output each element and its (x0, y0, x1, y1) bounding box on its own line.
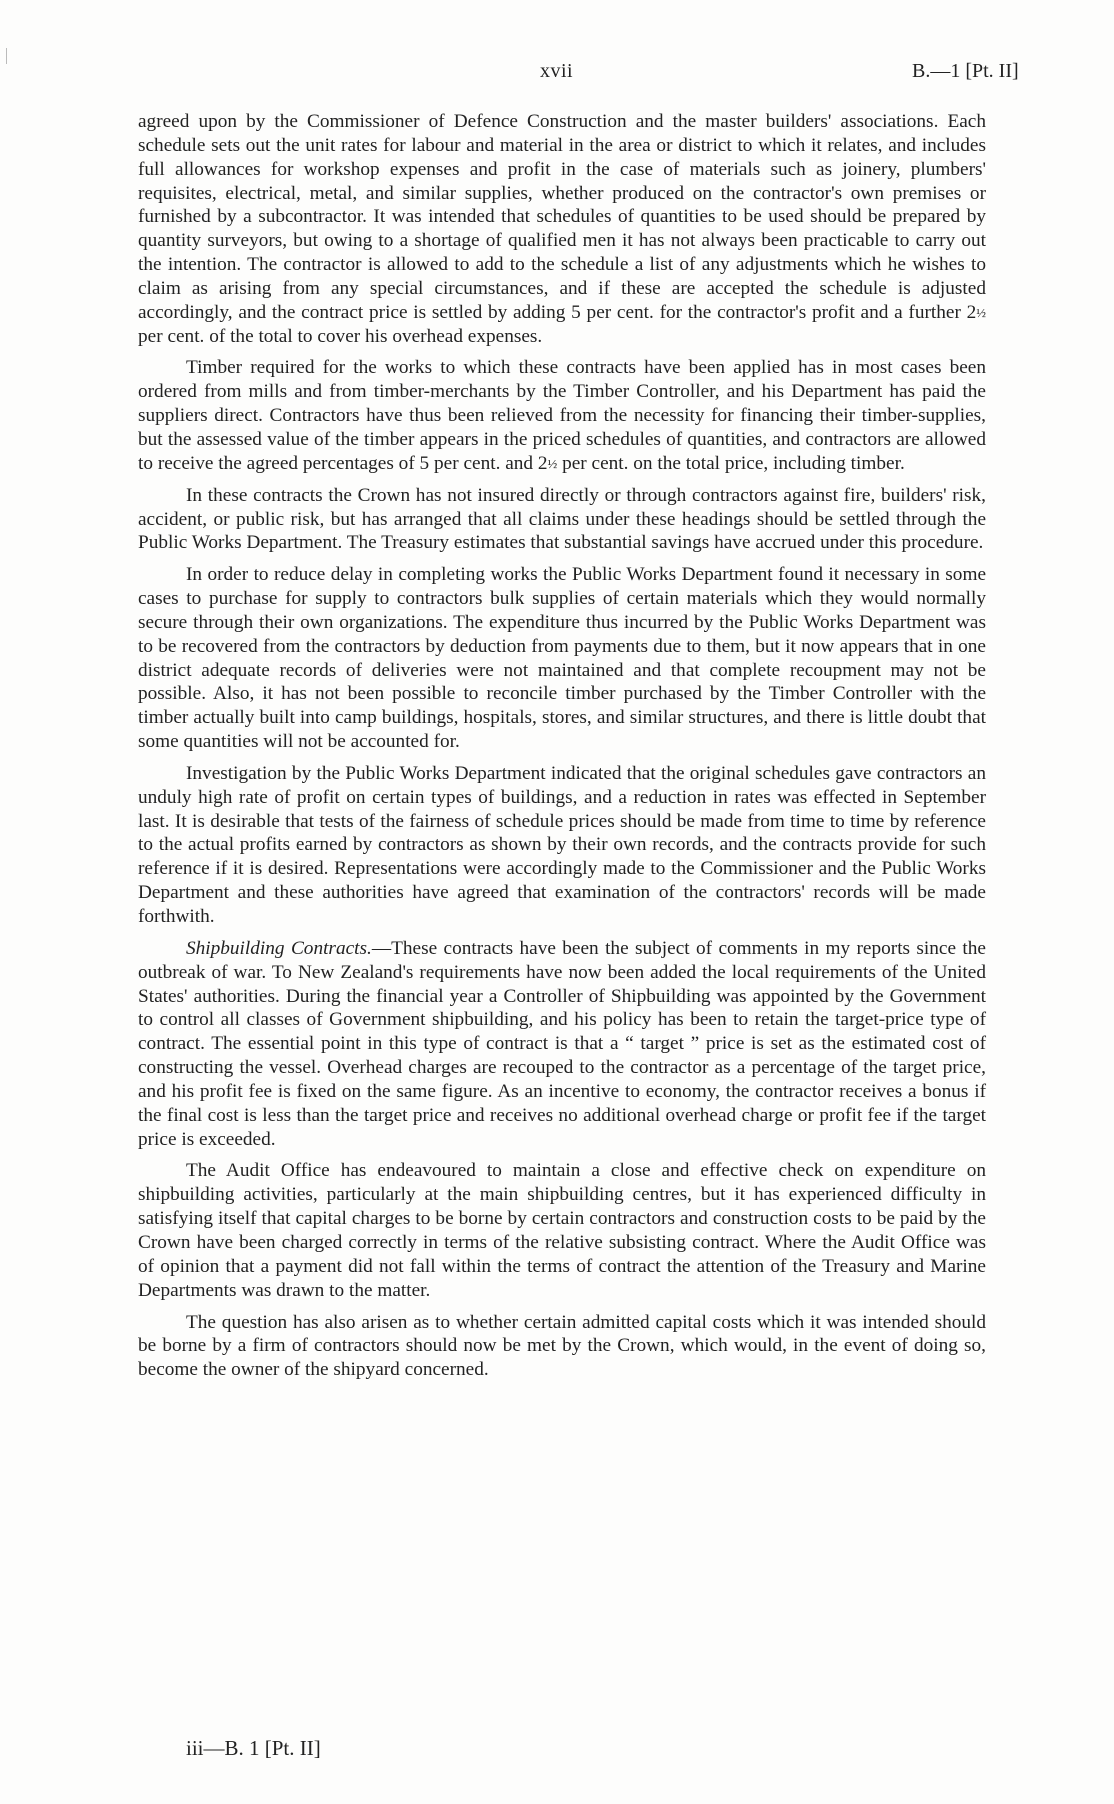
paragraph-text: The question has also arisen as to whether certain admitted capital costs which it was intended should be borne by a firm of contractors should now be met by the Crown, which would, in the event of doing so, become the owner of the shipyard concerned. (138, 1311, 986, 1381)
page-number: xvii (540, 60, 574, 82)
paragraph-text: —These contracts have been the subject of comments in my reports since the outbreak of war. To New Zealand's requirements have now been added the local requirements of the United States' authorities. During the financial year a Controller of Shipbuilding was appointed by the Government to control all classes of Government shipbuilding, and his policy has been to retain the target-price type of contract. The essential point in this type of contract is that a “ target ” price is set as the estimated cost of constructing the vessel. Overhead charges are recouped to the contractor as a percentage of the target price, and his profit fee is fixed on the same figure. As an incentive to economy, the contractor receives a bonus if the final cost is less than the target price and receives no additional overhead charge or profit fee if the target price is exceeded. (138, 937, 986, 1150)
page-header (0, 60, 1114, 90)
paragraph-text: agreed upon by the Commissioner of Defence Construction and the master builders' associations. Each schedule sets out the unit rates for labour and material in the area or district to which it relates, and includes full allowances for workshop expenses and profit in the case of materials such as joinery, plumbers' requisites, electrical, metal, and similar supplies, whether produced on the contractor's own premises or furnished by a subcontractor. It was intended that schedules of quantities to be used should be prepared by quantity surveyors, but owing to a shortage of qualified men it has not always been practicable to carry out the intention. The contractor is allowed to add to the schedule a list of any adjustments which he wishes to claim as arising from any special circumstances, and if these are accepted the schedule is adjusted accordingly, and the contract price is settled by adding 5 per cent. for the contractor's profit and a further 2 (138, 111, 986, 323)
printer-signature: iii—B. 1 [Pt. II] (186, 1736, 321, 1760)
paragraph-text: Investigation by the Public Works Department indicated that the original schedules gave contractors an unduly high rate of profit on certain types of buildings, and a reduction in rates was effected in September last. It is desirable that tests of the fairness of schedule prices should be made from time to time by reference to the actual profits earned by contractors as shown by their own records, and the contracts provide for such reference if it is desired. Representations were accordingly made to the Commissioner and the Public Works Department and these authorities have agreed that examination of the contractors' records will be made forthwith. (138, 762, 986, 927)
paragraph-capital-costs (138, 1311, 986, 1383)
paragraph-text: In order to reduce delay in completing works the Public Works Department found it necessary in some cases to purchase for supply to contractors bulk supplies of certain materials which they would normally secure through their own organizations. The expenditure thus incurred by the Public Works Department was to be recovered from the contractors by deduction from payments due to them, but it now appears that in one district adequate records of deliveries were not maintained and that complete recoupment may not be possible. Also, it has not been possible to reconcile timber purchased by the Timber Controller with the timber actually built into camp buildings, hospitals, stores, and similar structures, and there is little doubt that some quantities will not be accounted for. (138, 564, 986, 753)
fraction: ½ (547, 455, 558, 471)
paragraph-investigation (138, 762, 986, 929)
section-heading: Shipbuilding Contracts. (186, 937, 372, 959)
fraction: ½ (976, 304, 986, 320)
paragraph-bulk-supplies (138, 563, 986, 754)
paragraph-text-continued: per cent. of the total to cover his overhead expenses. (138, 325, 543, 347)
body-text (138, 110, 986, 1390)
paragraph-text: Timber required for the works to which these contracts have been applied has in most cases been ordered from mills and from timber-merchants by the Timber Controller, and his Department has paid the suppliers direct. Contractors have thus been relieved from the necessity for financing their timber-supplies, but the assessed value of the timber appears in the priced schedules of quantities, and contractors are allowed to receive the agreed percentages of 5 per cent. and 2 (138, 357, 986, 474)
paragraph-text-continued: per cent. on the total price, including timber. (557, 452, 905, 474)
paragraph-text: In these contracts the Crown has not insured directly or through contractors against fire, builders' risk, accident, or public risk, but has arranged that all claims under these headings should be settled through the Public Works Department. The Treasury estimates that substantial savings have accrued under this procedure. (138, 484, 986, 554)
paragraph-text: The Audit Office has endeavoured to maintain a close and effective check on expenditure on shipbuilding activities, particularly at the main shipbuilding centres, but it has experienced difficulty in satisfying itself that capital charges to be borne by certain contractors and construction costs to be paid by the Crown have been charged correctly in terms of the relative subsisting contract. Where the Audit Office was of opinion that a payment did not fall within the terms of contract the attention of the Treasury and Marine Departments was drawn to the matter. (138, 1160, 986, 1301)
document-reference: B.—1 [Pt. II] (912, 60, 1019, 82)
paragraph-audit-office (138, 1159, 986, 1302)
paragraph-timber (138, 356, 986, 475)
paragraph-shipbuilding (138, 937, 986, 1152)
paragraph-schedule-rates (138, 110, 986, 348)
paragraph-insurance (138, 484, 986, 556)
